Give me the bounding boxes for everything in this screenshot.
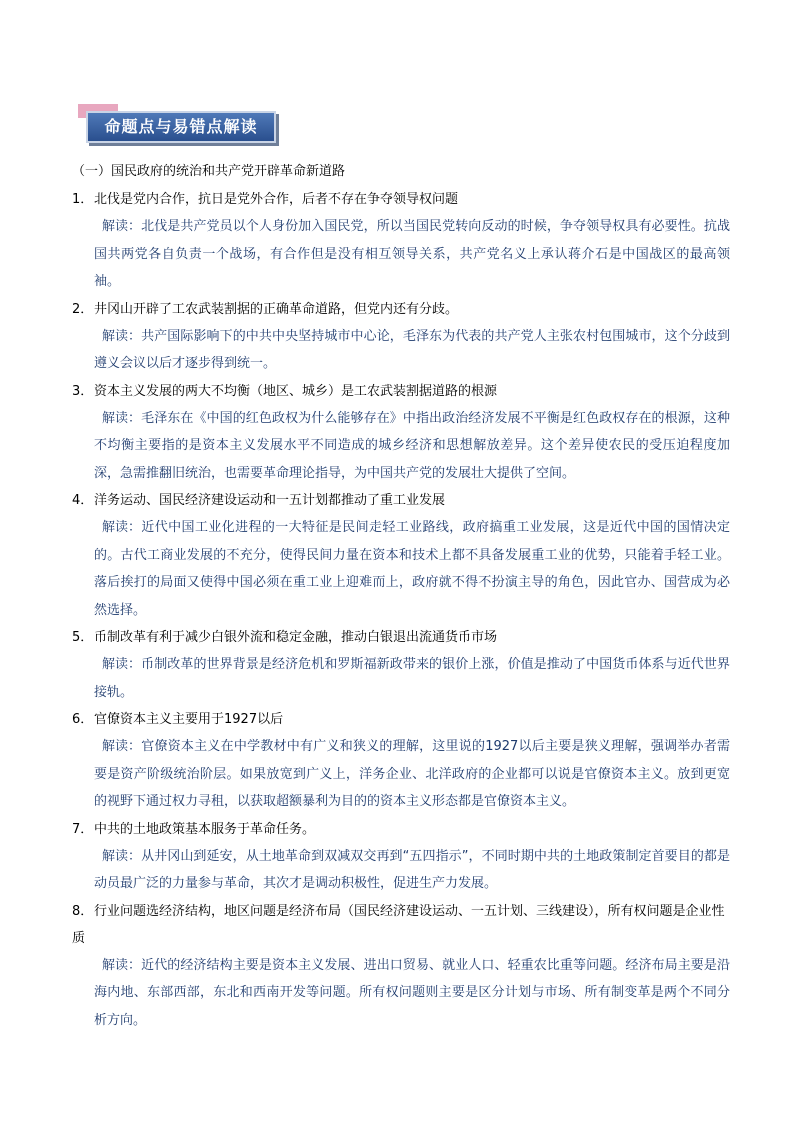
question-text: 币制改革有利于减少白银外流和稳定金融，推动白银退出流通货币市场: [94, 630, 498, 645]
list-item: [72, 186, 730, 296]
section-banner: [78, 104, 282, 146]
list-item: [72, 816, 730, 898]
explanation-3: [72, 405, 730, 488]
question-8: [72, 898, 730, 952]
explain-label: 解读：: [102, 957, 142, 973]
explanation-2: [72, 323, 730, 378]
question-5: [72, 624, 730, 651]
item-number: 2．: [72, 301, 94, 317]
section-heading: （一）国民政府的统治和共产党开辟革命新道路: [72, 164, 346, 179]
explanation-text: 从井冈山到延安，从土地革命到双减双交再到“五四指示”，不同时期中共的土地政策制定首要目的都是动员最广泛的力量参与革命，其次才是调动积极性，促进生产力发展。: [94, 848, 730, 891]
item-number: 4．: [72, 493, 94, 508]
page-title: 命题点与易错点解读: [104, 117, 258, 136]
question-2: [72, 296, 730, 323]
item-number: 3．: [72, 383, 94, 399]
explanation-text: 官僚资本主义在中学教材中有广义和狭义的理解，这里说的1927以后主要是狭义理解，强调举办者需要是资产阶级统治阶层。如果放宽到广义上，洋务企业、北洋政府的企业都可以说是官僚资本主义。放到更宽的视野下通过权力寻租，以获取超额暴利为目的的资本主义形态都是官僚资本主义。: [94, 739, 730, 809]
item-number: 6．: [72, 712, 94, 727]
question-text: 资本主义发展的两大不均衡（地区、城乡）是工农武装割据道路的根源: [94, 383, 498, 399]
question-text: 官僚资本主义主要用于1927以后: [94, 712, 284, 727]
explanation-7: [72, 843, 730, 898]
question-text: 中共的土地政策基本服务于革命任务。: [94, 821, 316, 837]
explain-label: 解读：: [102, 219, 142, 234]
explain-label: 解读：: [102, 848, 142, 864]
explanation-text: 毛泽东在《中国的红色政权为什么能够存在》中指出政治经济发展不平衡是红色政权存在的根源，这种不均衡主要指的是资本主义发展水平不同造成的城乡经济和思想解放差异。这个差异使农民的受压迫程度加深，急需推翻旧统治，也需要革命理论指导，为中国共产党的发展壮大提供了空间。: [94, 410, 730, 481]
explain-label: 解读：: [102, 739, 142, 754]
question-7: [72, 816, 730, 843]
question-4: [72, 487, 730, 514]
explanation-text: 近代中国工业化进程的一大特征是民间走轻工业路线，政府搞重工业发展，这是近代中国的国情决定的。古代工商业发展的不充分，使得民间力量在资本和技术上都不具备发展重工业的优势，只能着手轻工业。落后挨打的局面又使得中国必须在重工业上迎难而上，政府就不得不扮演主导的角色，因此官办、国营成为必然选择。: [94, 520, 730, 618]
explain-label: 解读：: [102, 328, 142, 344]
list-item: [72, 624, 730, 706]
list-item: [72, 706, 730, 816]
explanation-4: [72, 514, 730, 624]
question-text: 行业问题选经济结构，地区问题是经济布局（国民经济建设运动、一五计划、三线建设），所有权问题是企业性质: [72, 903, 725, 946]
list-item: [72, 378, 730, 488]
item-number: 8．: [72, 903, 94, 919]
question-3: [72, 378, 730, 405]
list-item: [72, 487, 730, 624]
explanation-8: [72, 952, 730, 1035]
document-body: [72, 157, 730, 1034]
list-item: [72, 898, 730, 1035]
question-1: [72, 186, 730, 213]
item-number: 7．: [72, 821, 94, 837]
explanation-5: [72, 651, 730, 706]
question-text: 北伐是党内合作，抗日是党外合作，后者不存在争夺领导权问题: [94, 192, 459, 207]
explanation-6: [72, 733, 730, 816]
list-item: [72, 296, 730, 378]
question-6: [72, 706, 730, 733]
explanation-text: 近代的经济结构主要是资本主义发展、进出口贸易、就业人口、轻重农比重等问题。经济布局主要是沿海内地、东部西部，东北和西南开发等问题。所有权问题则主要是区分计划与市场、所有制变革是两个不同分析方向。: [94, 957, 730, 1028]
explanation-1: [72, 213, 730, 296]
explanation-text: 共产国际影响下的中共中央坚持城市中心论，毛泽东为代表的共产党人主张农村包围城市，这个分歧到遵义会议以后才逐步得到统一。: [94, 328, 730, 371]
explain-label: 解读：: [102, 520, 142, 535]
question-text: 洋务运动、国民经济建设运动和一五计划都推动了重工业发展: [94, 493, 446, 508]
explain-label: 解读：: [102, 410, 142, 426]
explain-label: 解读：: [102, 657, 142, 672]
item-number: 5．: [72, 630, 94, 645]
question-text: 井冈山开辟了工农武装割据的正确革命道路，但党内还有分歧。: [94, 301, 459, 317]
item-number: 1．: [72, 192, 94, 207]
explanation-text: 币制改革的世界背景是经济危机和罗斯福新政带来的银价上涨，价值是推动了中国货币体系与近代世界接轨。: [94, 657, 730, 700]
explanation-text: 北伐是共产党员以个人身份加入国民党，所以当国民党转向反动的时候，争夺领导权具有必要性。抗战国共两党各自负责一个战场，有合作但是没有相互领导关系，共产党名义上承认蒋介石是中国战区的最高领袖。: [94, 219, 730, 289]
